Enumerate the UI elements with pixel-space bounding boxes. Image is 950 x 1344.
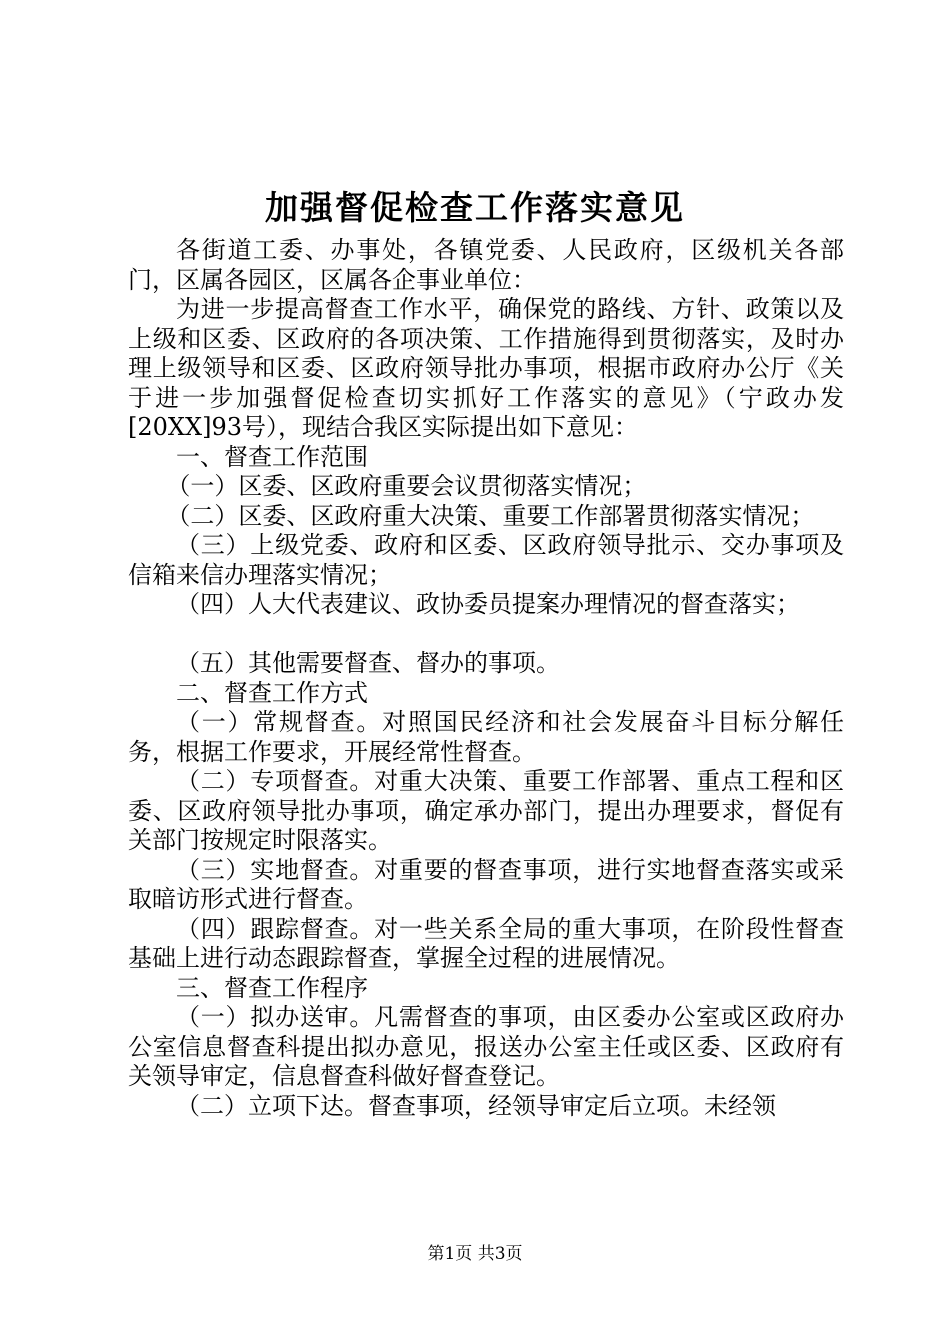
list-item-scope-2: （二）区委、区政府重大决策、重要工作部署贯彻落实情况； [166,501,815,530]
list-item-scope-3: （三）上级党委、政府和区委、区政府领导批示、交办事项及信箱来信办理落实情况； [128,531,844,589]
document-body [128,236,844,1121]
list-item-method-1: （一）常规督查。对照国民经济和社会发展奋斗目标分解任务，根据工作要求，开展经常性督查。 [128,708,844,766]
list-item-method-3: （三）实地督查。对重要的督查事项，进行实地督查落实或采取暗访形式进行督查。 [128,855,844,913]
section-heading-scope: 一、督查工作范围 [176,442,368,471]
list-item-scope-5: （五）其他需要督查、督办的事项。 [176,649,560,677]
section-heading-methods: 二、督查工作方式 [176,678,368,707]
page-number-footer: 第1页 共3页 [427,1244,523,1264]
paragraph-addressee: 各街道工委、办事处，各镇党委、人民政府，区级机关各部门，区属各园区，区属各企事业单位： [128,236,844,294]
list-item-scope-1: （一）区委、区政府重要会议贯彻落实情况； [166,472,647,500]
paragraph-spacer [128,620,844,650]
paragraph-intro: 为进一步提高督查工作水平，确保党的路线、方针、政策以及上级和区委、区政府的各项决策、工作措施得到贯彻落实，及时办理上级领导和区委、区政府领导批办事项，根据市政府办公厅《关于进一步加强督促检查切实抓好工作落实的意见》（宁政办发[20XX]93号），现结合我区实际提出如下意见： [128,295,844,441]
list-item-method-2: （二）专项督查。对重大决策、重要工作部署、重点工程和区委、区政府领导批办事项，确定承办部门，提出办理要求，督促有关部门按规定时限落实。 [128,767,844,854]
document-title: 加强督促检查工作落实意见 [265,188,685,227]
list-item-scope-4: （四）人大代表建议、政协委员提案办理情况的督查落实； [176,590,800,618]
list-item-method-4: （四）跟踪督查。对一些关系全局的重大事项，在阶段性督查基础上进行动态跟踪督查，掌握全过程的进展情况。 [128,914,844,972]
list-item-procedure-2: （二）立项下达。督查事项，经领导审定后立项。未经领 [176,1091,776,1120]
list-item-procedure-1: （一）拟办送审。凡需督查的事项，由区委办公室或区政府办公室信息督查科提出拟办意见，报送办公室主任或区委、区政府有关领导审定，信息督查科做好督查登记。 [128,1003,844,1090]
section-heading-procedure: 三、督查工作程序 [176,973,368,1002]
